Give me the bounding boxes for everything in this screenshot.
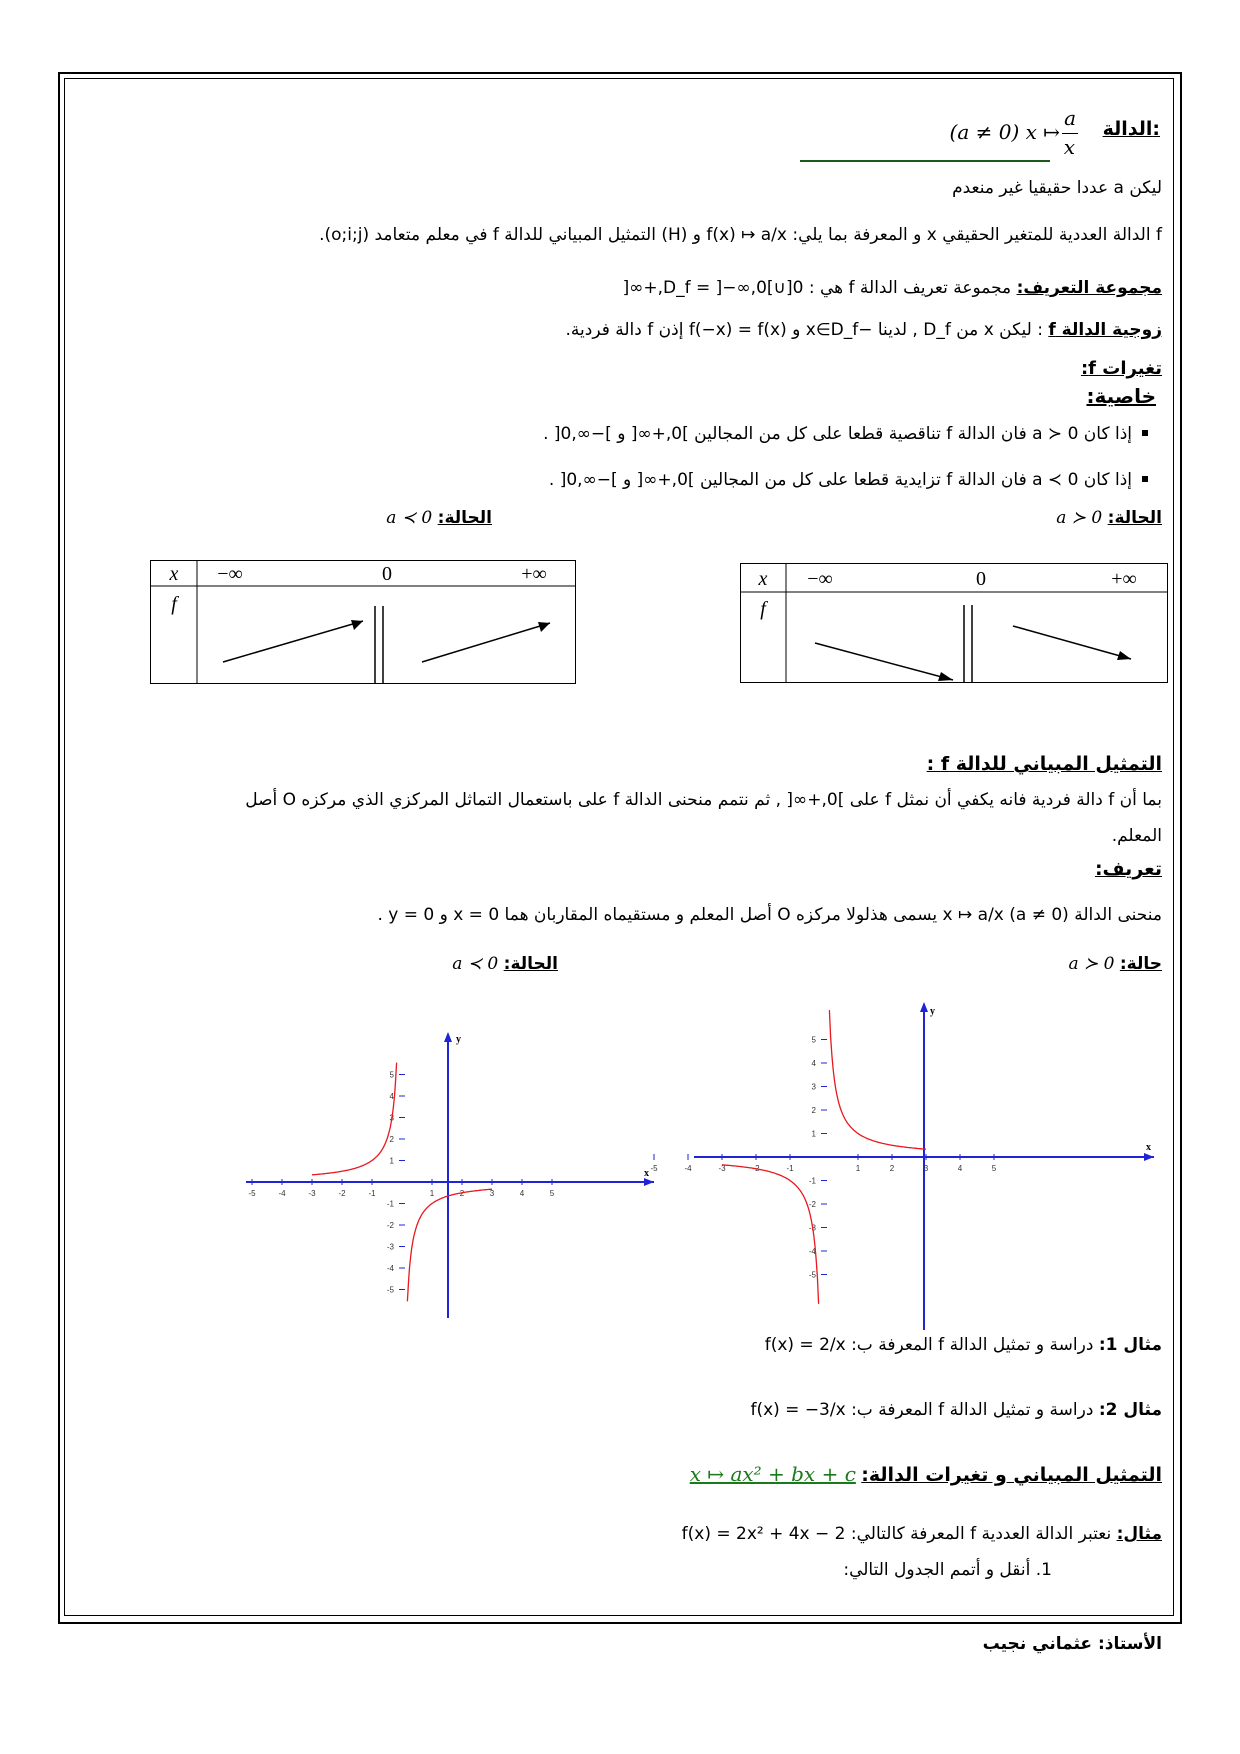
y-tick-label: -3 [386, 1242, 394, 1252]
bullet-text-1: إذا كان a ≻ 0 فان الدالة f تناقصية قطعا على كل من المجالين ]0,+∞[ و ]−∞,0[ . [543, 424, 1132, 444]
y-tick-label: 4 [811, 1059, 816, 1068]
definition-text: منحنى الدالة x ↦ a/x (a ≠ 0) يسمى هذلولا مركزه O أصل المعلم و مستقيماه المقاربان هما x = 0 و y = 0 . [377, 905, 1162, 925]
table-zero: 0 [976, 568, 986, 590]
case-label: الحالة: [1107, 508, 1162, 528]
bullet-marker-2 [1142, 476, 1148, 482]
y-tick-label: -3 [808, 1223, 816, 1233]
x-tick-label: 5 [991, 1164, 997, 1173]
quadratic-formula: x ↦ ax² + bx + c [689, 1462, 856, 1486]
x-tick-label: 5 [549, 1189, 555, 1198]
parity-label: زوجية الدالة f [1048, 320, 1162, 340]
example-2-text: دراسة و تمثيل الدالة f المعرفة ب: f(x) = −3/x [750, 1400, 1094, 1420]
x-axis-label: x [644, 1168, 649, 1179]
case-value: a ≻ 0 [1068, 954, 1115, 974]
property-title: خاصية: [1086, 384, 1156, 408]
line-function-definition: f الدالة العددية للمتغير الحقيقي x و المعرفة بما يلي: f(x) ↦ a/x و (H) التمثيل المبياني للدالة f في معلم متعامد (o;i;j). [319, 225, 1162, 245]
case-label: الحالة: [503, 954, 558, 974]
line-let-a: ليكن a عددا حقيقيا غير منعدم [952, 178, 1162, 198]
fraction-denominator: x [1063, 135, 1075, 159]
page-frame-inner [64, 78, 1174, 1616]
table-x-label: x [169, 563, 179, 585]
parity-text: : ليكن x من D_f , لدينا −x∈D_f و f(−x) = f(x) إذن f دالة فردية. [565, 320, 1043, 340]
x-tick-label: -5 [248, 1189, 256, 1198]
y-tick-label: -5 [808, 1270, 816, 1280]
example-1 [765, 1335, 1162, 1355]
y-tick-label: 5 [811, 1035, 816, 1045]
example-2 [750, 1400, 1162, 1420]
y-tick-label: 3 [389, 1113, 394, 1123]
x-tick-label: 4 [519, 1189, 525, 1198]
table-minus-infinity: −∞ [807, 568, 833, 590]
y-tick-label: -4 [386, 1264, 394, 1273]
case-positive-label-2 [1068, 954, 1162, 974]
bullet-text-2: إذا كان a ≺ 0 فان الدالة f تزايدية قطعا على كل من المجالين ]0,+∞[ و ]−∞,0[ . [548, 470, 1132, 490]
table-f-label: f [171, 593, 177, 615]
exercise-item-1: 1. أنقل و أتمم الجدول التالي: [843, 1560, 1052, 1580]
y-tick-label: 5 [389, 1070, 394, 1080]
y-tick-label: -5 [386, 1285, 394, 1295]
x-tick-label: -3 [308, 1189, 316, 1198]
y-tick-label: 4 [389, 1092, 394, 1101]
case-negative-label-1 [386, 508, 492, 528]
quadratic-heading [690, 1462, 1162, 1487]
y-tick-label: -4 [808, 1247, 816, 1256]
fraction-bar [1062, 133, 1078, 134]
x-tick-label: -3 [718, 1164, 726, 1173]
definition-title: تعريف: [1094, 858, 1162, 880]
x-tick-label: -2 [752, 1164, 760, 1173]
case-value: a ≻ 0 [1056, 508, 1103, 528]
case-positive-label-1 [1056, 508, 1162, 528]
hyperbola-branch-lower-left [722, 1165, 819, 1304]
domain-label: مجموعة التعريف: [1016, 278, 1162, 298]
graph-text-line-2: المعلم. [1111, 826, 1162, 846]
y-tick-label: 1 [811, 1129, 816, 1139]
table-plus-infinity: +∞ [1111, 568, 1137, 590]
y-tick-label: -2 [808, 1200, 816, 1209]
y-tick-label: 2 [811, 1106, 816, 1115]
table-f-label: f [760, 598, 766, 620]
graph-title: التمثيل المبياني للدالة f : [926, 753, 1162, 775]
hyperbola-branch-upper-right [829, 1010, 926, 1149]
heading-underline [800, 160, 1050, 162]
parity-line [566, 320, 1163, 340]
arrow-increasing-left [223, 621, 363, 662]
case-value: a ≺ 0 [452, 954, 499, 974]
x-tick-label: 3 [923, 1164, 929, 1173]
case-value: a ≺ 0 [386, 508, 433, 528]
example-3-label: مثال: [1116, 1524, 1162, 1544]
case-label: الحالة: [437, 508, 492, 528]
x-tick-label: 2 [889, 1164, 895, 1173]
example-1-text: دراسة و تمثيل الدالة f المعرفة ب: f(x) = 2/x [764, 1335, 1094, 1355]
x-tick-label: -1 [368, 1189, 376, 1198]
y-axis-label: y [456, 1034, 461, 1045]
x-tick-label: -4 [684, 1164, 692, 1173]
hyperbola-graph-negative-a [246, 1030, 656, 1320]
x-tick-label: 1 [429, 1189, 435, 1198]
example-2-label: مثال 2: [1098, 1400, 1162, 1420]
y-tick-label: -2 [386, 1221, 394, 1230]
graph-text-line-1: بما أن f دالة فردية فانه يكفي أن نمثل f على ]0,+∞[ , ثم نتمم منحنى الدالة f على باستعمال التماثل المركزي الذي مركزه O أصل [245, 790, 1162, 810]
variation-table-positive-a [740, 563, 1168, 683]
example-3 [682, 1524, 1162, 1544]
fraction-numerator: a [1064, 106, 1076, 130]
table-zero: 0 [382, 563, 392, 585]
case-negative-label-2 [452, 954, 558, 974]
variations-title: تغيرات f: [1080, 358, 1162, 379]
x-axis-label: x [1146, 1142, 1151, 1153]
arrow-increasing-right [422, 623, 550, 662]
x-tick-label: -1 [786, 1164, 794, 1173]
y-tick-label: 3 [811, 1082, 816, 1092]
section-function-title: الدالة: [1102, 118, 1160, 140]
table-plus-infinity: +∞ [521, 563, 547, 585]
x-tick-label: 1 [855, 1164, 861, 1173]
footer-teacher: الأستاذ: عثماني نجيب [982, 1634, 1162, 1654]
y-tick-label: 2 [389, 1135, 394, 1144]
domain-line [623, 278, 1162, 298]
variation-table-negative-a [150, 560, 576, 684]
y-tick-label: -1 [386, 1199, 394, 1209]
x-tick-label: -2 [338, 1189, 346, 1198]
y-tick-label: -1 [808, 1176, 816, 1186]
quadratic-title: التمثيل المبياني و تغيرات الدالة: [861, 1464, 1162, 1486]
section-function-heading [780, 108, 1160, 168]
x-tick-label: 4 [957, 1164, 963, 1173]
hyperbola-graph-positive-a [650, 1000, 1156, 1330]
hyperbola-branch-lower-right [407, 1189, 492, 1301]
hyperbola-branch-upper-left [312, 1063, 397, 1175]
arrow-decreasing-left [815, 643, 953, 680]
example-3-text: نعتبر الدالة العددية f المعرفة كالتالي: f(x) = 2x² + 4x − 2 [681, 1524, 1112, 1544]
x-tick-label: 3 [489, 1189, 495, 1198]
x-tick-label: -4 [278, 1189, 286, 1198]
y-axis-label: y [930, 1006, 935, 1017]
table-minus-infinity: −∞ [217, 563, 243, 585]
x-tick-label: 2 [459, 1189, 465, 1198]
case-label: حالة: [1119, 954, 1162, 974]
y-tick-label: 1 [389, 1156, 394, 1166]
arrow-decreasing-right [1013, 626, 1131, 659]
domain-text: مجموعة تعريف الدالة f هي : D_f = ]−∞,0[∪]0,+∞[ [622, 278, 1012, 298]
x-tick-label: -5 [650, 1164, 658, 1173]
example-1-label: مثال 1: [1098, 1335, 1162, 1355]
bullet-marker-1 [1142, 430, 1148, 436]
table-x-label: x [758, 568, 768, 590]
section-function-formula: (a ≠ 0) x ↦ [949, 120, 1060, 144]
